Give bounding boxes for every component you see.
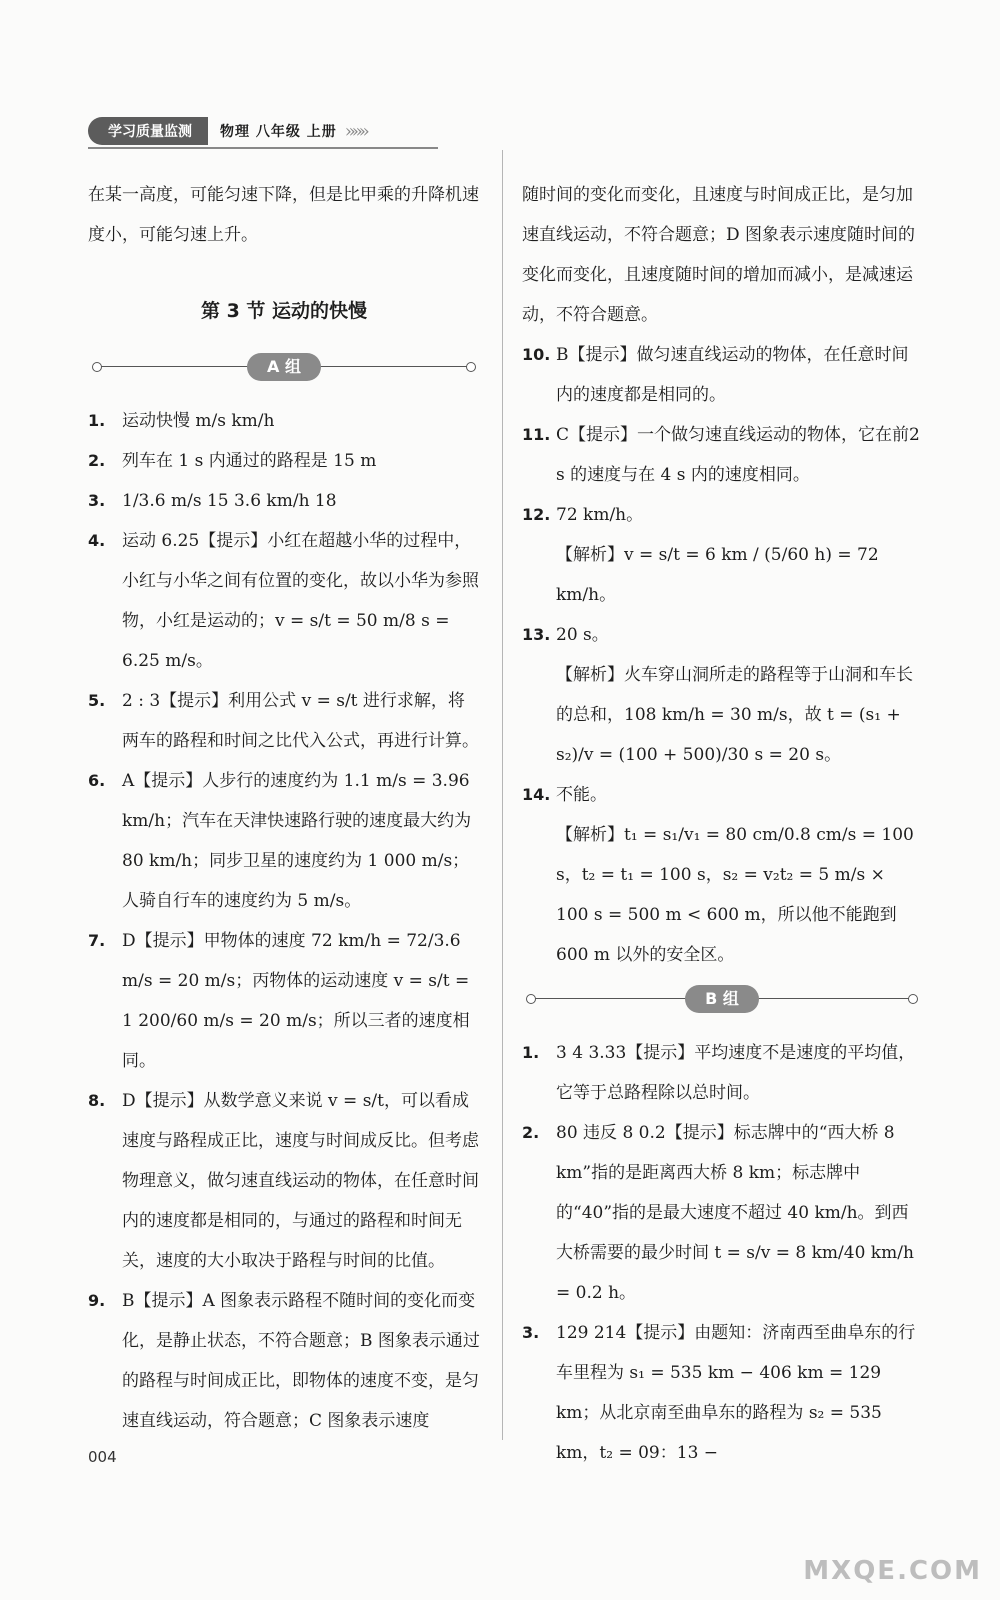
page-header [88,116,366,146]
list-item: 1. 3 4 3.33【提示】平均速度不是速度的平均值，它等于总路程除以总时间。 [522,1043,916,1103]
rule-dot-icon [526,994,536,1004]
rule-dot-icon [92,362,102,372]
list-item: 9. B【提示】A 图象表示路程不随时间的变化而变化，是静止状态，不符合题意；B 图象表示通过的路程与时间成正比，即物体的速度不变，是匀速直线运动，符合题意；C 图象表示速度 [88,1291,480,1431]
left-intro: 在某一高度，可能匀速下降，但是比甲乘的升降机速度小，可能匀速上升。 [88,185,479,245]
header-brand: 学习质量监测 [88,117,208,145]
group-b-label: B 组 [685,985,759,1013]
list-item: 2. 80 违反 8 0.2【提示】标志牌中的“西大桥 8 km”指的是距离西大桥 8 km；标志牌中的“40”指的是最大速度不超过 40 km/h。到西大桥需要的最少时间 t = s/v = 8 km/40 km/h = 0.2 h。 [522,1123,914,1303]
header-subject: 物理 八年级 上册 [220,124,337,140]
column-divider [502,150,503,1440]
list-item: 3. 1/3.6 m/s 15 3.6 km/h 18 [88,491,337,511]
list-item: 【解析】火车穿山洞所走的路程等于山洞和车长的总和，108 km/h = 30 m/s，故 t = (s₁ + s₂)/v = (100 + 500)/30 s = 20 s。 [556,665,913,765]
list-item: 3. 129 214【提示】由题知：济南西至曲阜东的行车里程为 s₁ = 535 km − 406 km = 129 km；从北京南至曲阜东的路程为 s₂ = 535 km，t₂ = 09：13 − [522,1323,916,1463]
list-item: 4. 运动 6.25【提示】小红在超越小华的过程中，小红与小华之间有位置的变化，故以小华为参照物，小红是运动的；v = s/t = 50 m/8 s = 6.25 m/s。 [88,531,479,671]
list-item: 1. 运动快慢 m/s km/h [88,411,275,431]
right-intro: 随时间的变化而变化，且速度与时间成正比，是匀加速直线运动，不符合题意；D 图象表示速度随时间的变化而变化，且速度随时间的增加而减小，是减速运动，不符合题意。 [522,185,916,325]
list-item: 8. D【提示】从数学意义来说 v = s/t，可以看成速度与路程成正比，速度与时间成反比。但考虑物理意义，做匀速直线运动的物体，在任意时间内的速度都是相同的，与通过的路程和时间无关，速度的大小取决于路程与时间的比值。 [88,1091,479,1271]
list-item: 11. C【提示】一个做匀速直线运动的物体，它在前2 s 的速度与在 4 s 内的速度相同。 [522,425,920,485]
watermark: MXQE.COM [803,1556,982,1586]
group-b-header [522,979,922,1019]
left-column [88,175,480,1441]
rule-dot-icon [466,362,476,372]
list-item: 6. A【提示】人步行的速度约为 1.1 m/s = 3.96 km/h；汽车在天津快速路行驶的速度最大约为 80 km/h；同步卫星的速度约为 1 000 m/s；人骑自行车的速度约为 5 m/s。 [88,771,472,911]
list-item: 12. 72 km/h。 [522,505,644,525]
list-item: 【解析】v = s/t = 6 km / (5/60 h) = 72 km/h。 [556,545,879,605]
list-item: 7. D【提示】甲物体的速度 72 km/h = 72/3.6 m/s = 20 m/s；丙物体的运动速度 v = s/t = 1 200/60 m/s = 20 m/s；所以三者的速度相同。 [88,931,470,1071]
chevrons-icon: »»» [344,120,366,142]
header-rule [88,147,438,149]
group-a-label: A 组 [247,353,321,381]
group-a-header [88,347,480,387]
list-item: 13. 20 s。 [522,625,609,645]
list-item: 10. B【提示】做匀速直线运动的物体，在任意时间内的速度都是相同的。 [522,345,909,405]
section-title: 第 3 节 运动的快慢 [200,300,368,322]
right-column [522,175,922,1473]
list-item: 14. 不能。 [522,785,607,805]
list-item: 5. 2 : 3【提示】利用公式 v = s/t 进行求解，将两车的路程和时间之比代入公式，再进行计算。 [88,691,479,751]
list-item: 2. 列车在 1 s 内通过的路程是 15 m [88,451,377,471]
list-item: 【解析】t₁ = s₁/v₁ = 80 cm/0.8 cm/s = 100 s，t₂ = t₁ = 100 s，s₂ = v₂t₂ = 5 m/s × 100 s = 500 m < 600 m，所以他不能跑到 600 m 以外的安全区。 [556,825,914,965]
page-number: 004 [88,1448,117,1466]
rule-dot-icon [908,994,918,1004]
